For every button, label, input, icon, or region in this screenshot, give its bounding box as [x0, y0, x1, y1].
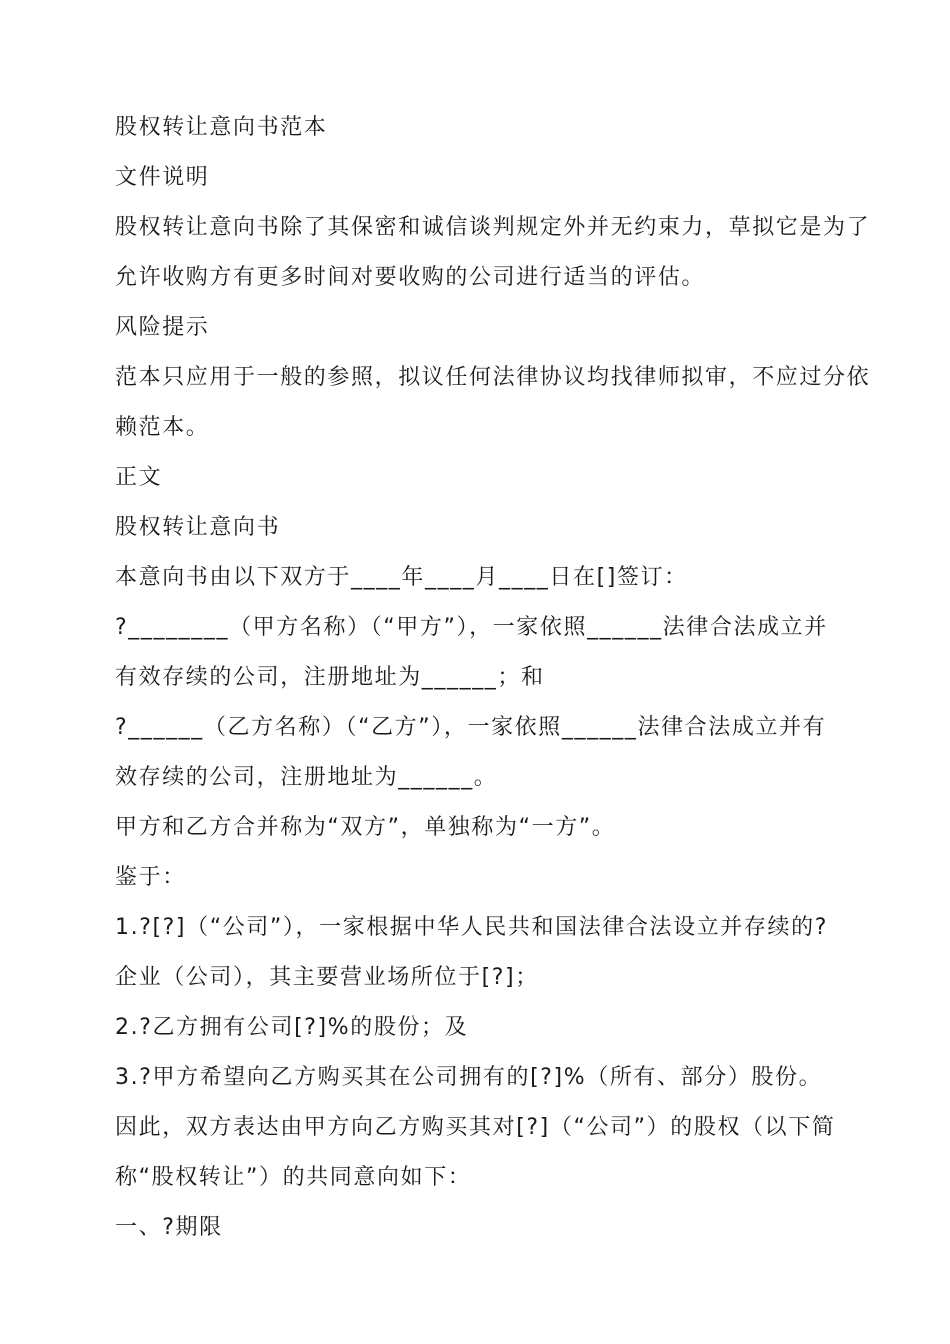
agreement-title: 股权转让意向书 — [115, 515, 281, 540]
therefore-line-1: 因此，双方表达由甲方向乙方购买其对[?]（“公司”）的股权（以下简 — [115, 1115, 836, 1140]
whereas-item-1-line-2: 企业（公司），其主要营业场所位于[?]； — [115, 965, 539, 990]
parties-definition: 甲方和乙方合并称为“双方”，单独称为“一方”。 — [115, 815, 616, 840]
whereas-item-2: 2.?乙方拥有公司[?]%的股份；及 — [115, 1015, 469, 1040]
party-b-line-2: 效存续的公司，注册地址为______。 — [115, 765, 498, 790]
party-a-line-1: ?________（甲方名称）（“甲方”），一家依照______法律合法成立并 — [115, 615, 828, 640]
risk-line-1: 范本只应用于一般的参照，拟议任何法律协议均找律师拟审，不应过分依 — [115, 365, 871, 390]
party-b-line-1: ?______（乙方名称）（“乙方”），一家依照______法律合法成立并有 — [115, 715, 827, 740]
therefore-line-2: 称“股权转让”）的共同意向如下： — [115, 1165, 472, 1190]
risk-line-2: 赖范本。 — [115, 415, 210, 440]
section-1-heading: 一、?期限 — [115, 1215, 223, 1240]
document-title: 股权转让意向书范本 — [115, 115, 328, 140]
file-description-line-1: 股权转让意向书除了其保密和诚信谈判规定外并无约束力，草拟它是为了 — [115, 215, 871, 240]
whereas-heading: 鉴于： — [115, 865, 186, 890]
party-a-line-2: 有效存续的公司，注册地址为______；和 — [115, 665, 545, 690]
whereas-item-1-line-1: 1.?[?]（“公司”），一家根据中华人民共和国法律合法设立并存续的? — [115, 915, 828, 940]
file-description-line-2: 允许收购方有更多时间对要收购的公司进行适当的评估。 — [115, 265, 706, 290]
file-description-heading: 文件说明 — [115, 165, 210, 190]
body-heading: 正文 — [115, 465, 163, 490]
agreement-intro: 本意向书由以下双方于____年____月____日在[]签订： — [115, 565, 688, 590]
document-content — [115, 103, 871, 1253]
risk-heading: 风险提示 — [115, 315, 210, 340]
whereas-item-3: 3.?甲方希望向乙方购买其在公司拥有的[?]%（所有、部分）股份。 — [115, 1065, 823, 1090]
